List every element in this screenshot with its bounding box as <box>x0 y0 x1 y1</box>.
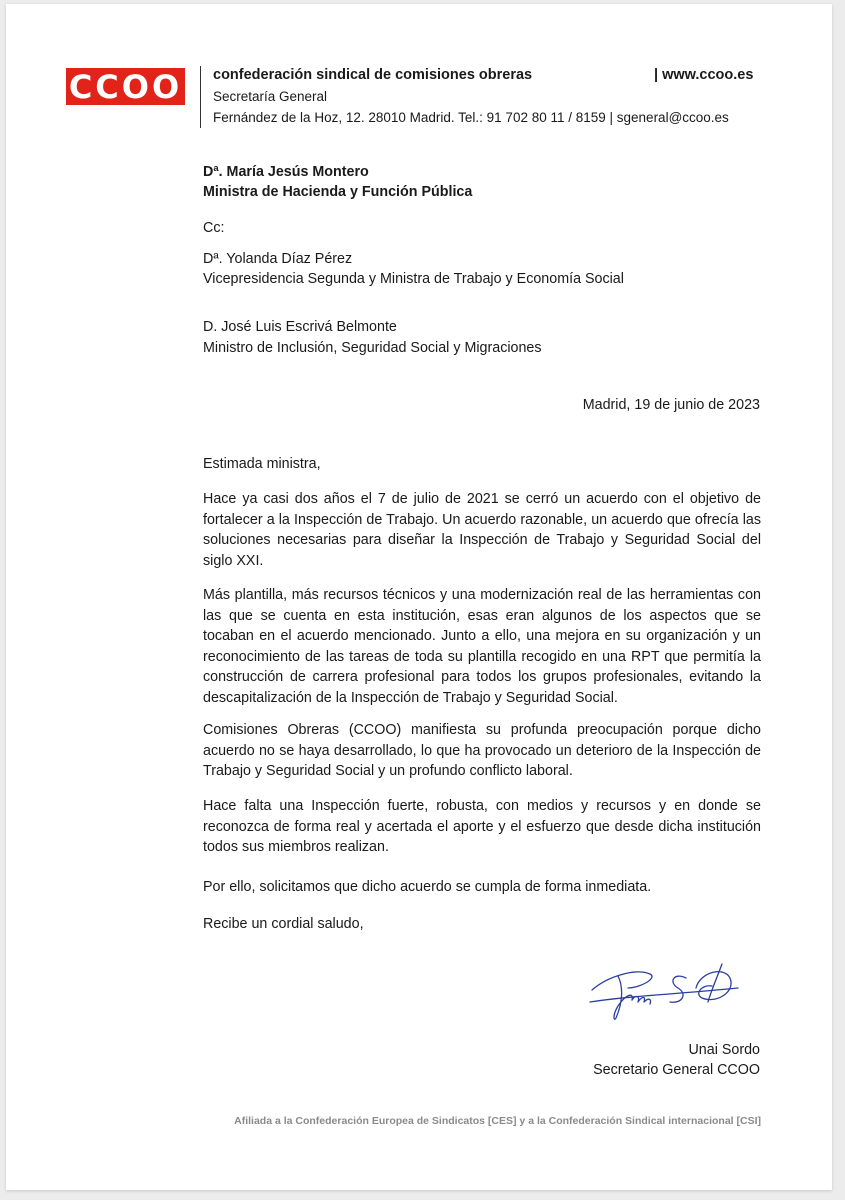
closing: Recibe un cordial saludo, <box>203 916 364 932</box>
body-paragraph: Comisiones Obreras (CCOO) manifiesta su profunda preocupación porque dicho acuerdo no se haya desarrollado, lo que ha provocado un deterioro de la Inspección de Trabajo y Seguridad Social y un profundo conflicto laboral. <box>203 722 761 779</box>
footer-affiliation: Afiliada a la Confederación Europea de Sindicatos [CES] y a la Confederación Sindical internacional [CSI] <box>234 1115 761 1127</box>
cc-label: Cc: <box>203 220 225 236</box>
body-paragraph: Por ello, solicitamos que dicho acuerdo se cumpla de forma inmediata. <box>203 879 652 895</box>
cc-person-name: D. José Luis Escrivá Belmonte <box>203 319 397 335</box>
signer-name: Unai Sordo <box>688 1042 760 1058</box>
handwritten-signature <box>588 958 748 1028</box>
signer-title: Secretario General CCOO <box>593 1062 760 1078</box>
letter-date: Madrid, 19 de junio de 2023 <box>582 397 760 413</box>
department: Secretaría General <box>213 89 328 104</box>
website-link[interactable]: | www.ccoo.es <box>654 67 754 83</box>
recipient-name: Dª. María Jesús Montero <box>203 164 369 180</box>
ccoo-logo: CCOO <box>66 68 185 105</box>
body-paragraph: Hace falta una Inspección fuerte, robusta, con medios y recursos y en donde se reconozca de forma real y acertada el aporte y el esfuerzo que desde dicha institución todos sus miembros realizan. <box>203 798 761 855</box>
cc-person-title: Ministro de Inclusión, Seguridad Social y Migraciones <box>203 340 542 356</box>
address-line: Fernández de la Hoz, 12. 28010 Madrid. Tel.: 91 702 80 11 / 8159 | sgeneral@ccoo.es <box>213 110 729 125</box>
cc-person-title: Vicepresidencia Segunda y Ministra de Trabajo y Economía Social <box>203 271 624 287</box>
body-paragraph: Hace ya casi dos años el 7 de julio de 2021 se cerró un acuerdo con el objetivo de fortalecer a la Inspección de Trabajo. Un acuerdo razonable, un acuerdo que ofrecía las soluciones necesarias para diseñar la Inspección de Trabajo y Seguridad Social del siglo XXI. <box>203 491 761 569</box>
header-divider <box>200 66 201 128</box>
cc-person-name: Dª. Yolanda Díaz Pérez <box>203 251 353 267</box>
org-name: confederación sindical de comisiones obreras <box>213 67 533 83</box>
body-paragraph: Más plantilla, más recursos técnicos y una modernización real de las herramientas con las que se cuenta en esta institución, esas eran algunos de los aspectos que se tocaban en el acuerdo mencionado. Junto a ello, una mejora en su organización y un reconocimiento de las tareas de toda su plantilla recogido en una RPT que permitía la construcción de carrera profesional para todos los grupos profesionales, evitando la descapitalización de la Inspección de Trabajo y Seguridad Social. <box>203 587 761 706</box>
recipient-title: Ministra de Hacienda y Función Pública <box>203 184 473 200</box>
salutation: Estimada ministra, <box>203 456 321 472</box>
